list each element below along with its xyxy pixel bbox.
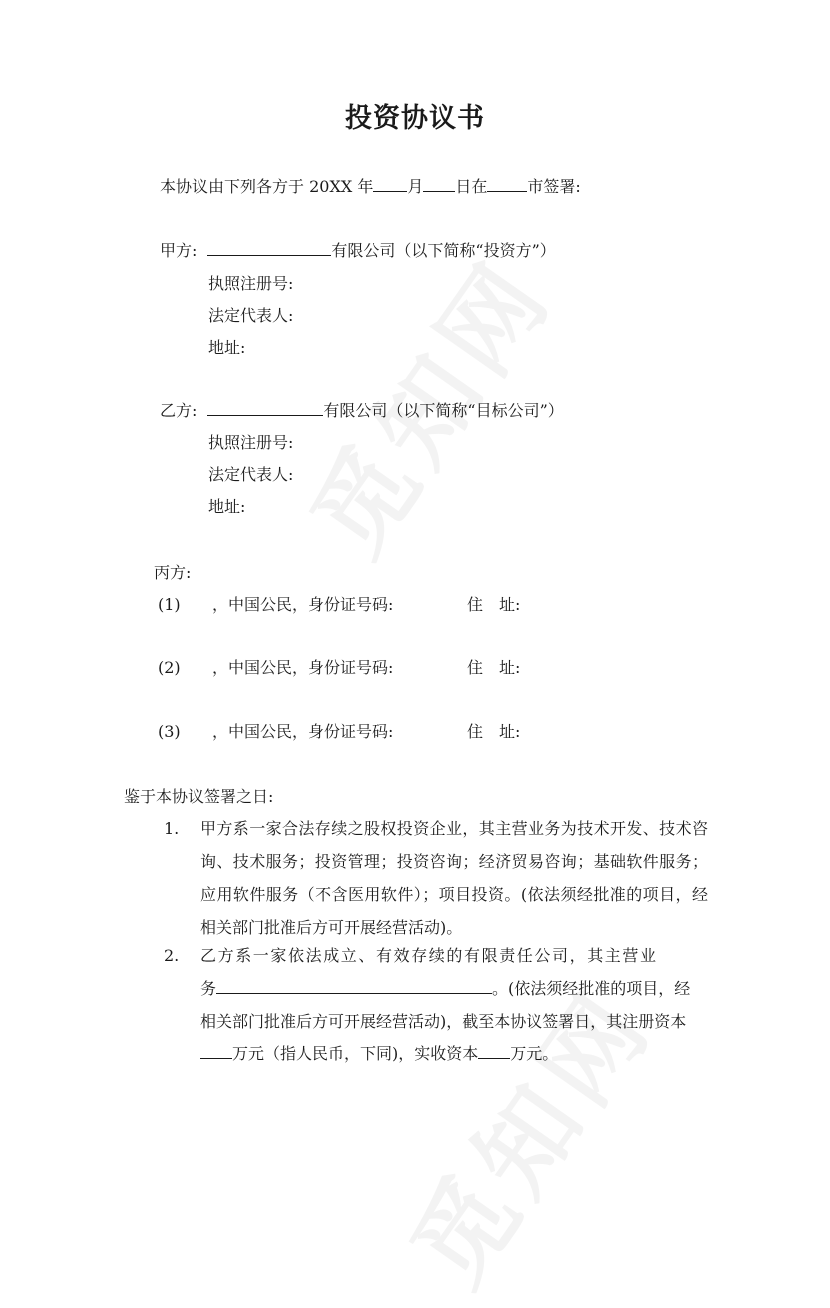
item2-line4-b: 万元。 xyxy=(510,1044,559,1063)
blank-city xyxy=(487,177,527,192)
blank-registered-capital xyxy=(200,1044,232,1059)
party-a-address: 地址: xyxy=(208,338,246,357)
item2-line4-a: 万元（指人民币，下同)，实收资本 xyxy=(232,1044,479,1063)
party-b-name-suffix: 有限公司（以下简称“目标公司”） xyxy=(323,401,564,420)
person-num: (1) xyxy=(158,595,181,614)
party-c-person-id: ，中国公民，身份证号码: xyxy=(212,595,394,614)
blank-business-scope xyxy=(216,979,492,994)
whereas-item2-line1: 乙方系一家依法成立、有效存续的有限责任公司，其主营业 xyxy=(200,946,658,965)
party-c-person xyxy=(158,594,181,616)
party-a-label: 甲方: xyxy=(160,241,198,260)
intro-line xyxy=(160,176,581,198)
intro-month: 月 xyxy=(407,177,424,196)
person-num: (2) xyxy=(158,658,181,677)
party-b-line xyxy=(160,400,564,422)
party-c-person-addr: 住 址: xyxy=(467,658,521,677)
blank-year-month xyxy=(373,177,407,192)
party-c-label: 丙方: xyxy=(154,563,192,582)
whereas-item2-line3: 相关部门批准后方可开展经营活动)，截至本协议签署日，其注册资本 xyxy=(200,1012,687,1031)
blank-paid-capital xyxy=(478,1044,510,1059)
intro-suffix: 市签署: xyxy=(527,177,581,196)
party-c-person-addr: 住 址: xyxy=(467,722,521,741)
intro-day: 日在 xyxy=(455,177,488,196)
watermark xyxy=(371,956,678,1308)
party-b-rep: 法定代表人: xyxy=(208,465,294,484)
whereas-item2-line2 xyxy=(200,978,690,1000)
party-a-name-suffix: 有限公司（以下简称“投资方”） xyxy=(331,241,556,260)
party-b-label: 乙方: xyxy=(160,401,198,420)
page-title: 投资协议书 xyxy=(345,103,485,134)
party-b-address: 地址: xyxy=(208,497,246,516)
party-a-line xyxy=(160,240,556,262)
party-c-person-id: ，中国公民，身份证号码: xyxy=(212,722,394,741)
party-c-person xyxy=(158,657,181,679)
party-b-license: 执照注册号: xyxy=(208,433,294,452)
party-c-person-addr: 住 址: xyxy=(467,595,521,614)
blank-party-a-name xyxy=(207,241,331,256)
whereas-item-num: 2. xyxy=(164,946,180,965)
item2-suffix: 。(依法须经批准的项目，经 xyxy=(492,979,691,998)
intro-prefix: 本协议由下列各方于 20XX 年 xyxy=(160,177,374,196)
party-c-person xyxy=(158,721,181,743)
whereas-heading: 鉴于本协议签署之日: xyxy=(124,787,274,806)
item2-prefix: 务 xyxy=(200,979,217,998)
whereas-item-text: 甲方系一家合法存续之股权投资企业，其主营业务为技术开发、技术咨询、技术服务；投资管理；投资咨询；经济贸易咨询；基础软件服务；应用软件服务（不含医用软件）；项目投资。(依法须经批准的项目，经相关部门批准后方可开展经营活动)。 xyxy=(200,819,708,937)
party-a-rep: 法定代表人: xyxy=(208,306,294,325)
whereas-item-num: 1. xyxy=(164,819,180,838)
whereas-item2-line4 xyxy=(200,1043,558,1065)
party-a-license: 执照注册号: xyxy=(208,274,294,293)
person-num: (3) xyxy=(158,722,181,741)
blank-day xyxy=(423,177,455,192)
party-c-person-id: ，中国公民，身份证号码: xyxy=(212,658,394,677)
blank-party-b-name xyxy=(207,401,323,416)
